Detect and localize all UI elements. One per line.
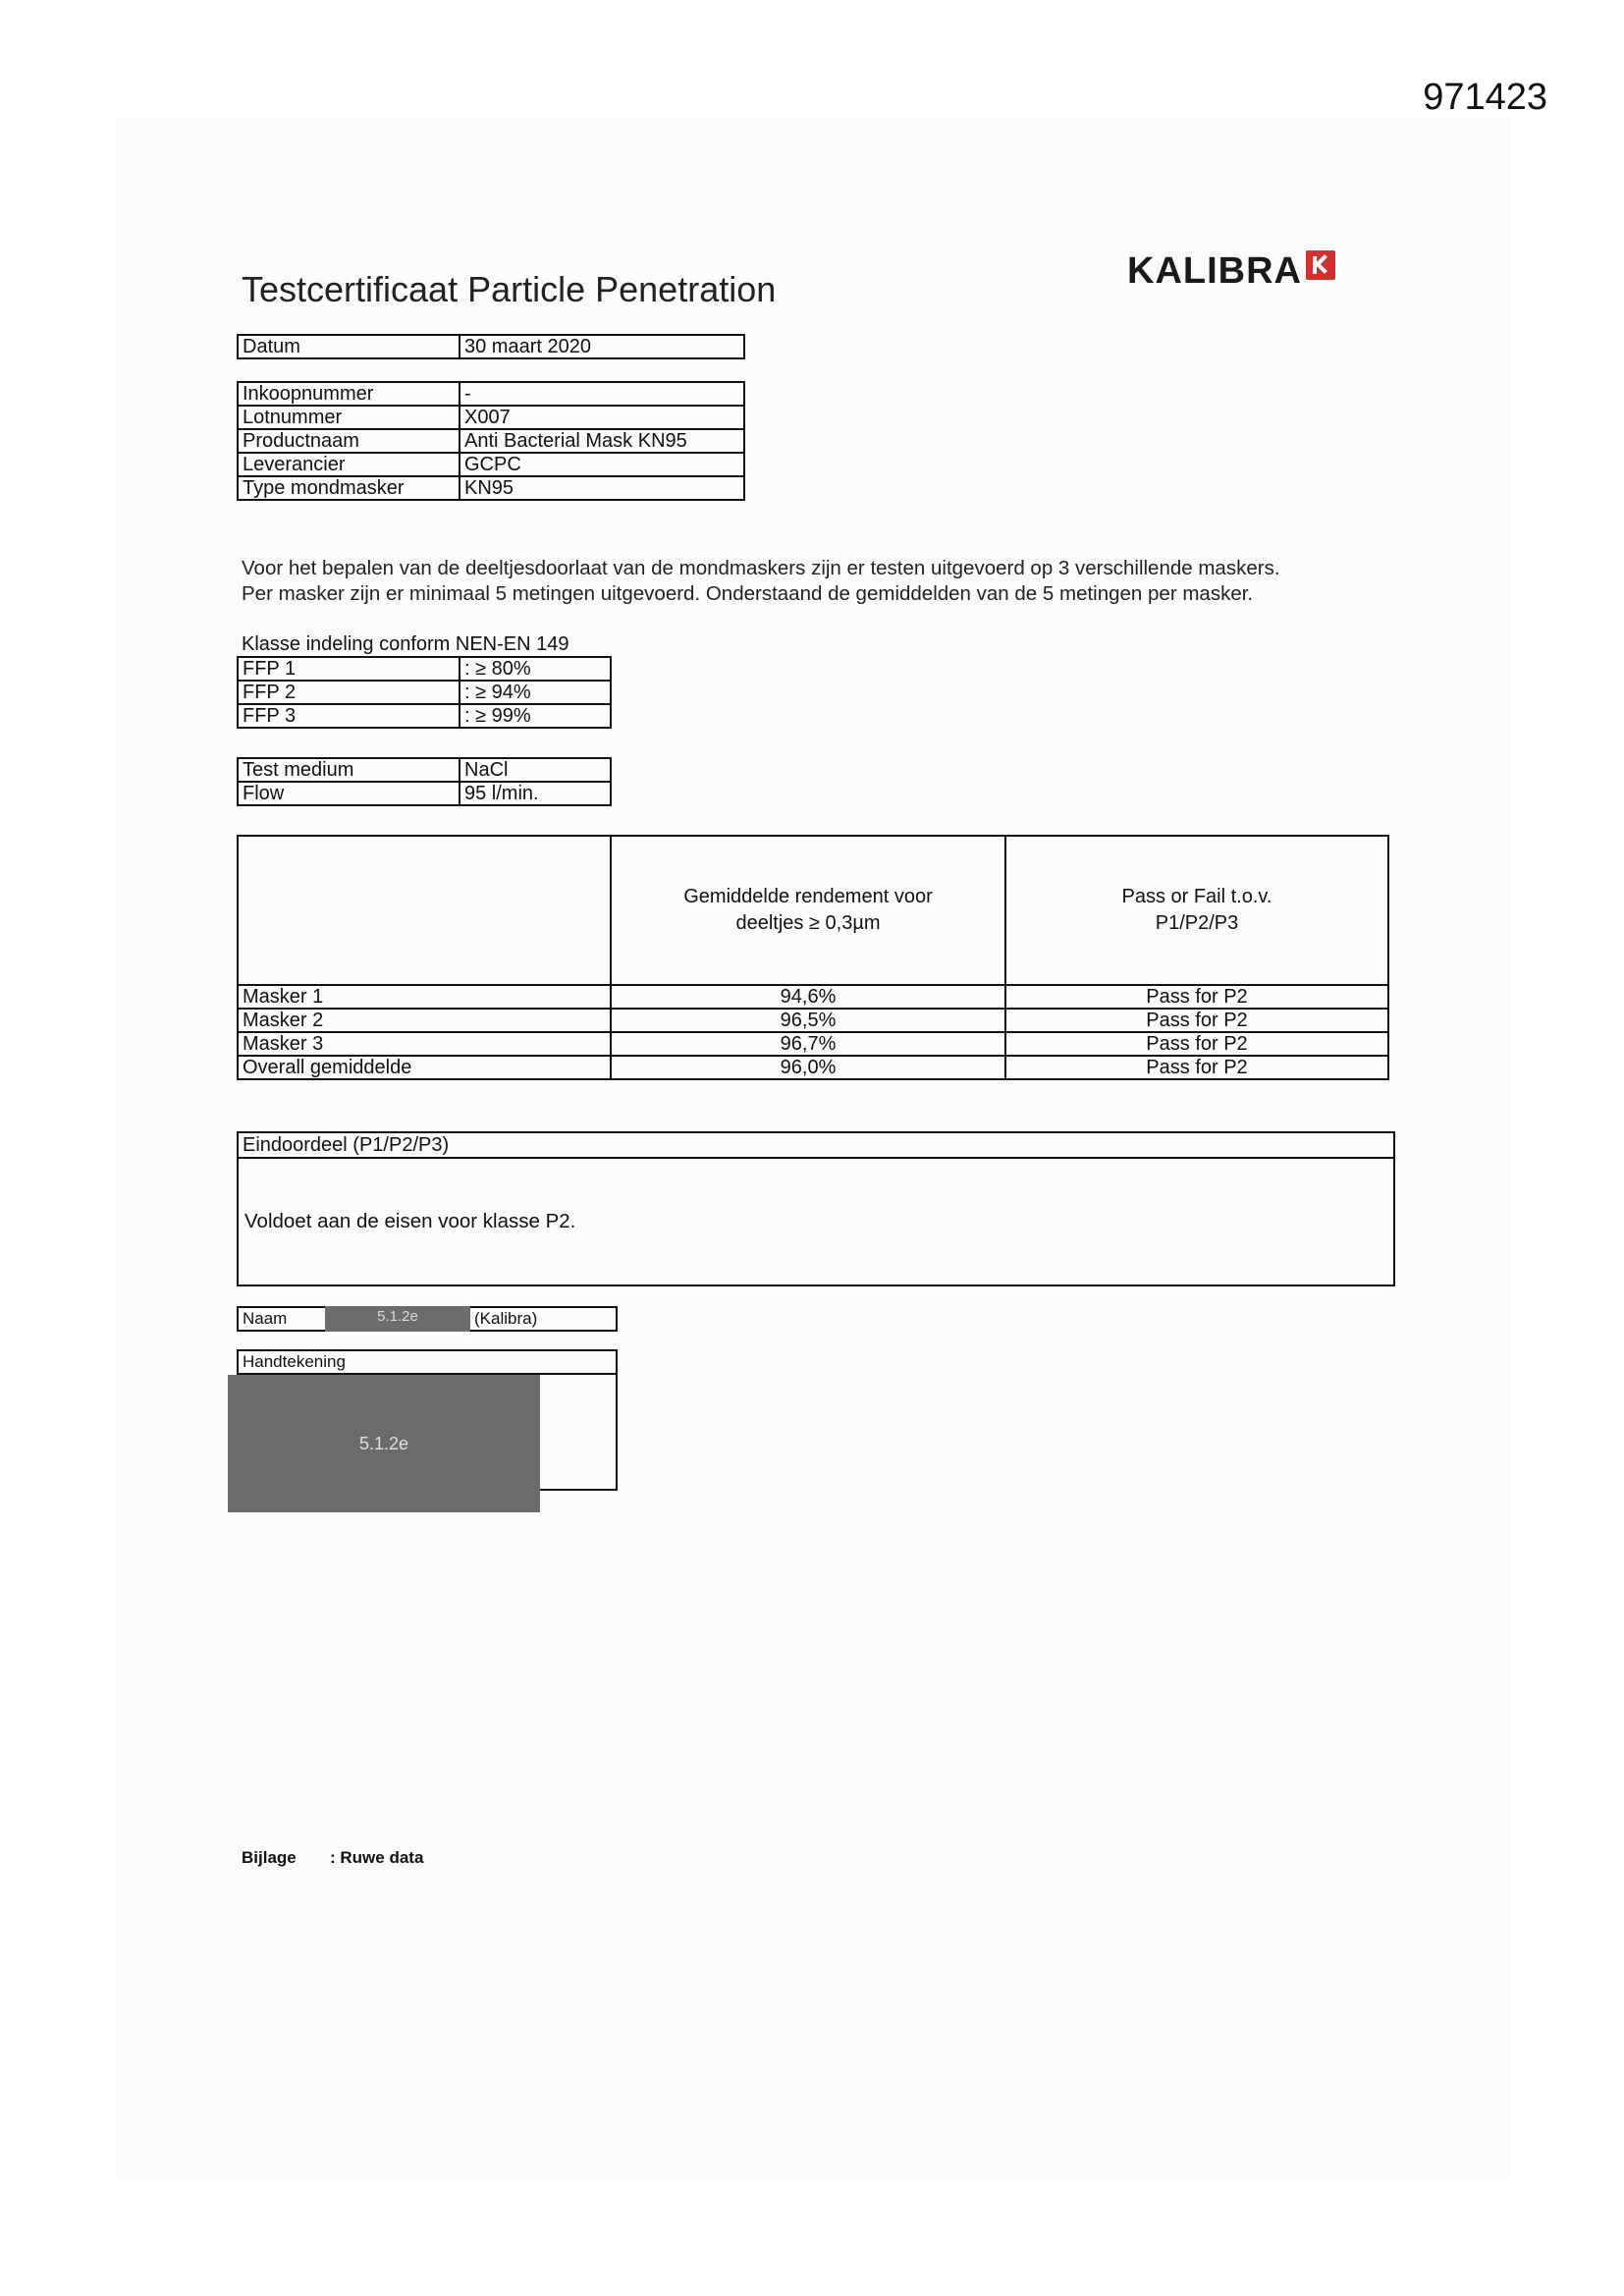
test-table — [237, 757, 612, 806]
header-passfail-line-2: P1/P2/P3 — [1155, 912, 1239, 934]
masker-rendement: 96,5% — [611, 1009, 1005, 1032]
results-header-rendement — [611, 836, 1005, 985]
product-value: GCPC — [460, 453, 744, 476]
masker-result: Pass for P2 — [1005, 985, 1388, 1009]
product-value: - — [460, 382, 744, 406]
klasse-title: Klasse indeling conform NEN-EN 149 — [242, 633, 569, 655]
masker-label: Masker 2 — [238, 1009, 611, 1032]
product-label: Inkoopnummer — [238, 382, 460, 406]
intro-text — [242, 556, 1280, 607]
product-label: Productnaam — [238, 429, 460, 453]
product-value: X007 — [460, 406, 744, 429]
product-label: Leverancier — [238, 453, 460, 476]
naam-redaction: 5.1.2e — [325, 1306, 470, 1332]
table-row — [238, 704, 611, 728]
intro-line-1: Voor het bepalen van de deeltjesdoorlaat van de mondmaskers zijn er testen uitgevoerd op 3 verschillende maskers. — [242, 557, 1280, 579]
table-row — [238, 782, 611, 805]
intro-line-2: Per masker zijn er minimaal 5 metingen uitgevoerd. Onderstaand de gemiddelden van de 5 metingen per masker. — [242, 582, 1254, 605]
table-row — [238, 681, 611, 704]
table-row — [238, 985, 1388, 1009]
header-passfail-line-1: Pass or Fail t.o.v. — [1121, 886, 1272, 907]
masker-result: Pass for P2 — [1005, 1056, 1388, 1079]
logo-k-icon — [1306, 250, 1335, 280]
masker-rendement: 94,6% — [611, 985, 1005, 1009]
eindoordeel-box — [237, 1131, 1395, 1286]
klasse-table — [237, 656, 612, 729]
eindoordeel-label: Eindoordeel (P1/P2/P3) — [239, 1133, 1393, 1159]
kalibra-logo — [1127, 250, 1335, 293]
eindoordeel-body — [239, 1159, 1393, 1285]
klasse-value: : ≥ 99% — [460, 704, 611, 728]
product-label: Lotnummer — [238, 406, 460, 429]
naam-label: Naam — [243, 1309, 288, 1328]
logo-text: KALIBRA — [1127, 250, 1302, 292]
masker-result: Pass for P2 — [1005, 1032, 1388, 1056]
table-row — [238, 1009, 1388, 1032]
results-header-row — [238, 836, 1388, 985]
table-row — [238, 453, 744, 476]
datum-label: Datum — [238, 335, 460, 358]
masker-label: Masker 3 — [238, 1032, 611, 1056]
klasse-value: : ≥ 94% — [460, 681, 611, 704]
results-table — [237, 835, 1389, 1080]
naam-field — [237, 1306, 618, 1332]
table-row — [238, 429, 744, 453]
results-header-empty — [238, 836, 611, 985]
test-value: NaCl — [460, 758, 611, 782]
header-rendement-line-2: deeltjes ≥ 0,3µm — [735, 912, 881, 934]
masker-label: Overall gemiddelde — [238, 1056, 611, 1079]
klasse-label: FFP 2 — [238, 681, 460, 704]
test-value: 95 l/min. — [460, 782, 611, 805]
bijlage-label: Bijlage — [242, 1848, 297, 1867]
masker-result: Pass for P2 — [1005, 1009, 1388, 1032]
table-row — [238, 406, 744, 429]
table-row — [238, 335, 744, 358]
handtekening-label: Handtekening — [239, 1351, 616, 1375]
bijlage-value: : Ruwe data — [330, 1848, 424, 1867]
masker-rendement: 96,0% — [611, 1056, 1005, 1079]
table-row — [238, 1032, 1388, 1056]
klasse-value: : ≥ 80% — [460, 657, 611, 681]
document-number: 971423 — [1423, 77, 1547, 118]
page-title: Testcertificaat Particle Penetration — [242, 269, 777, 309]
datum-table — [237, 334, 745, 359]
table-row — [238, 476, 744, 500]
product-table — [237, 381, 745, 501]
header-rendement-line-1: Gemiddelde rendement voor — [683, 886, 933, 907]
table-row — [238, 657, 611, 681]
signature-redaction: 5.1.2e — [228, 1375, 540, 1512]
eindoordeel-text: Voldoet aan de eisen voor klasse P2. — [244, 1210, 576, 1232]
product-label: Type mondmasker — [238, 476, 460, 500]
test-label: Flow — [238, 782, 460, 805]
table-row — [238, 382, 744, 406]
table-row — [238, 1056, 1388, 1079]
table-row — [238, 758, 611, 782]
klasse-label: FFP 3 — [238, 704, 460, 728]
masker-rendement: 96,7% — [611, 1032, 1005, 1056]
product-value: KN95 — [460, 476, 744, 500]
datum-value: 30 maart 2020 — [460, 335, 744, 358]
naam-organisation: (Kalibra) — [474, 1309, 538, 1328]
product-value: Anti Bacterial Mask KN95 — [460, 429, 744, 453]
klasse-label: FFP 1 — [238, 657, 460, 681]
test-label: Test medium — [238, 758, 460, 782]
masker-label: Masker 1 — [238, 985, 611, 1009]
results-header-passfail — [1005, 836, 1388, 985]
